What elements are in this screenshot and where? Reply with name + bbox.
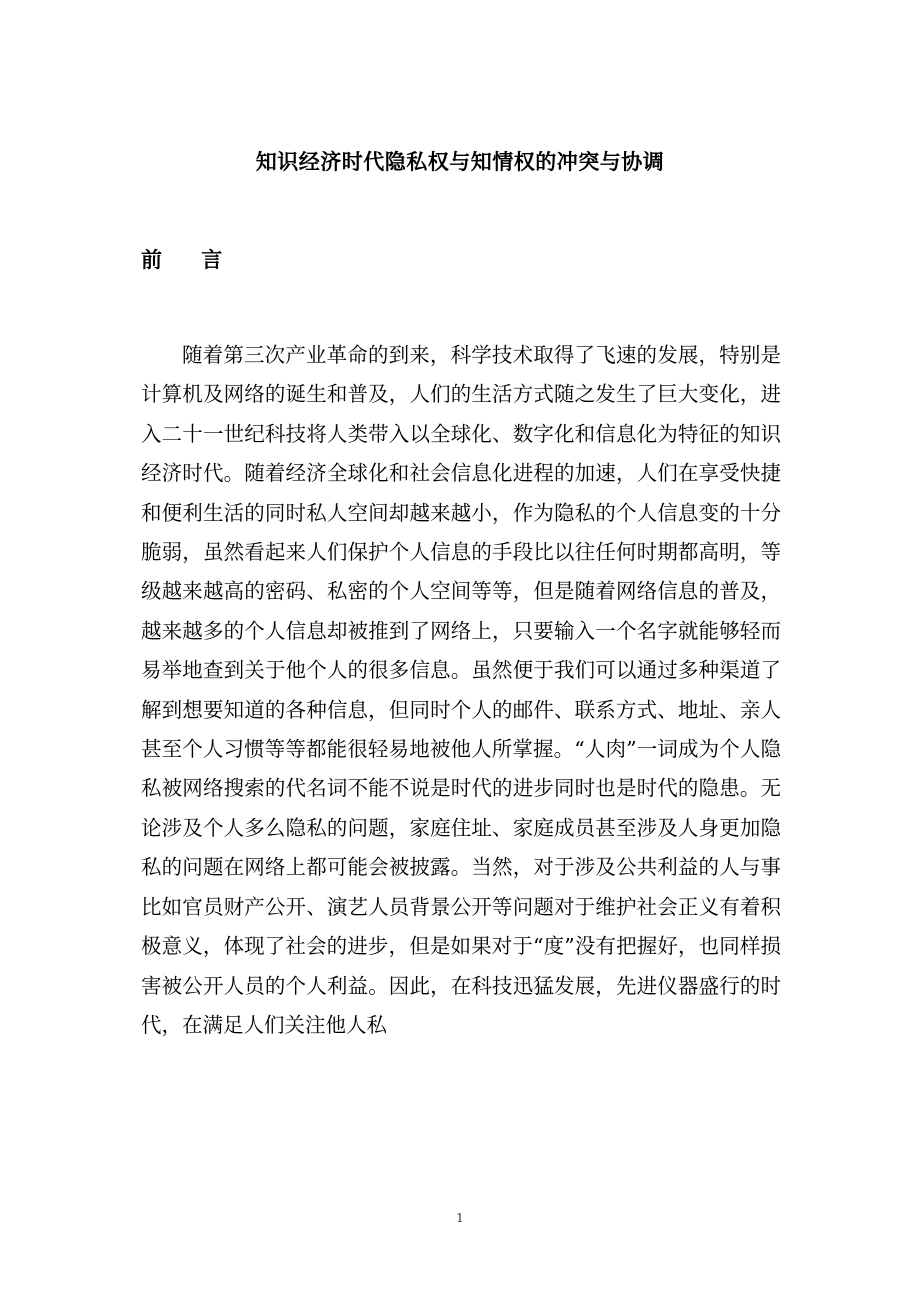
page-number: 1 — [456, 1211, 464, 1225]
section-heading: 前 言 — [141, 247, 239, 272]
body-paragraph: 随着第三次产业革命的到来，科学技术取得了飞速的发展，特别是计算机及网络的诞生和普及，人们的生活方式随之发生了巨大变化，进入二十一世纪科技将人类带入以全球化、数字化和信息化为特征的知识经济时代。随着经济全球化和社会信息化进程的加速，人们在享受快捷和便利生活的同时私人空间却越来越小，作为隐私的个人信息变的十分脆弱，虽然看起来人们保护个人信息的手段比以往任何时期都高明，等级越来越高的密码、私密的个人空间等等，但是随着网络信息的普及，越来越多的个人信息却被推到了网络上，只要输入一个名字就能够轻而易举地查到关于他个人的很多信息。虽然便于我们可以通过多种渠道了解到想要知道的各种信息，但同时个人的邮件、联系方式、地址、亲人甚至个人习惯等等都能很轻易地被他人所掌握。“人肉”一词成为个人隐私被网络搜索的代名词不能不说是时代的进步同时也是时代的隐患。无论涉及个人多么隐私的问题，家庭住址、家庭成员甚至涉及人身更加隐私的问题在网络上都可能会被披露。当然，对于涉及公共利益的人与事比如官员财产公开、演艺人员背景公开等问题对于维护社会正义有着积极意义，体现了社会的进步，但是如果对于“度”没有把握好，也同样损害被公开人员的个人利益。因此，在科技迅猛发展，先进仪器盛行的时代，在满足人们关注他人私 — [141, 343, 781, 1037]
document-title: 知识经济时代隐私权与知情权的冲突与协调 — [255, 149, 665, 174]
